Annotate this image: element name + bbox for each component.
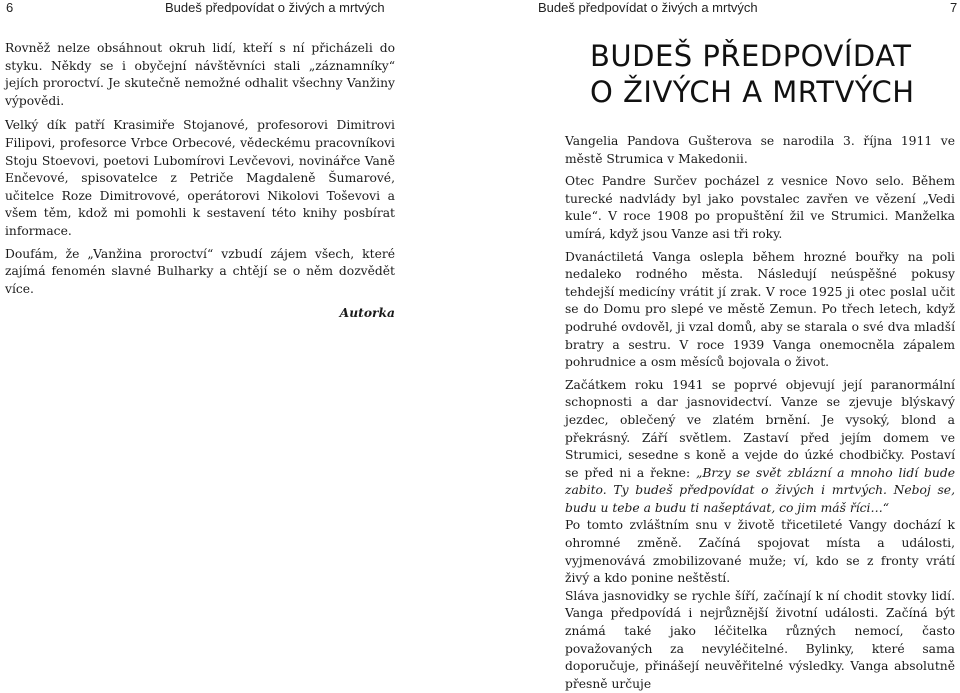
paragraph-reach: Rovněž nelze obsáhnout okruh lidí, kteří s ní přicházeli do styku. Někdy se i obyčejní návštěvníci stali „záznamníky“ jejích proroctví. Je skutečně nemožné odhalit všechny Vanžiny výpovědi. — [5, 41, 395, 108]
paragraph-hope: Doufám, že „Vanžina proroctví“ vzbudí zájem všech, které zajímá fenomén slavné Bulharky a chtějí se o něm dozvědět více. — [5, 246, 395, 296]
paragraph-blindness: Dvanáctiletá Vanga oslepla během hrozné bouřky na poli nedaleko rodného města. Následují neúspěšné pokusy tehdejší medicíny vrátit jí zrak. V roce 1925 ji otec poslal učit se do Domu pro slepé ve městě Zemun. Po třech letech, když podruhé ovdověl, ji vzal domů, aby se starala o své dva mladší bratry a sestru. V roce 1939 Vanga onemocněla zápalem pohrudnice a osm měsíců bojovala o život. — [565, 249, 955, 370]
running-header-left: Budeš předpovídat o živých a mrtvých — [165, 0, 385, 15]
chapter-title-line-1: BUDEŠ PŘEDPOVÍDAT — [590, 39, 912, 73]
paragraph-thanks: Velký dík patří Krasimiře Stojanové, profesorovi Dimitrovi Filipovi, profesorce Vrbce Orbecové, vědeckému pracovníkovi Stoju Stoevovi, poetovi Lubomírovi Levčevovi, novinářce Vaně Enčevové, spisovatelce z Petriče Magdaleně Šumarové, učitelce Roze Dimitrovové, operátorovi Nikolovi Toševovi a všem těm, kdož mi pomohli k sestavení této knihy posbírat informace. — [5, 118, 395, 238]
paragraph-change: Po tomto zvláštním snu v životě třicetileté Vangy dochází k ohromné změně. Začíná spojovat místa a události, vyjmenovává zmobilizované muže; ví, kdo se z fronty vrátí živý a kdo ponine neštěstí. — [565, 518, 955, 586]
paragraph-fame: Sláva jasnovidky se rychle šíří, začínají k ní chodit stovky lidí. Vanga předpovídá i nejrůznější životní události. Začíná být známá také jako léčitelka různých nemocí, často považovaných za nevyléčitelné. Bylinky, které sama doporučuje, přinášejí neuvěřitelné výsledky. Vanga absolutně přesně určuje — [565, 588, 955, 691]
chapter-title-line-2: O ŽIVÝCH A MRTVÝCH — [590, 75, 915, 109]
vision-quote: „Brzy se svět zblázní a mnoho lidí bude zabito. Ty budeš předpovídat o živých i mrtvých. Neboj se, budu u tebe a budu ti našeptávat, co jim máš říci…“ — [565, 465, 955, 515]
right-text-column — [565, 133, 955, 693]
page-number-left: 6 — [6, 0, 14, 15]
left-text-column — [5, 40, 395, 322]
right-page — [480, 0, 960, 691]
running-header-right: Budeš předpovídat o živých a mrtvých — [538, 0, 758, 15]
left-page — [0, 0, 480, 655]
page-number-right: 7 — [950, 0, 958, 15]
paragraph-birth: Vangelia Pandova Gušterova se narodila 3. října 1911 ve městě Strumica v Makedonii. — [565, 134, 955, 166]
author-signature: Autorka — [339, 305, 395, 321]
paragraph-father: Otec Pandre Surčev pocházel z vesnice Novo selo. Během turecké nadvlády byl jako povstalec zavřen ve vězení „Vedi kule“. V roce 1908 po propuštění žil ve Strumici. Manželka umírá, když jsou Vanze asi tři roky. — [565, 174, 955, 241]
vision-text: Začátkem roku 1941 se poprvé objevují její paranormální schopnosti a dar jasnovidectví. Vanze se zjevuje blýskavý jezdec, oblečený ve zlatém brnění. Je vysoký, blond a překrásný. Září světlem. Zastaví před jejím domem ve Strumici, sesedne s koně a vejde do úzké chodbičky. Postaví se před ni a řekne: — [565, 377, 955, 480]
paragraph-vision — [565, 377, 955, 518]
chapter-title — [590, 38, 960, 110]
